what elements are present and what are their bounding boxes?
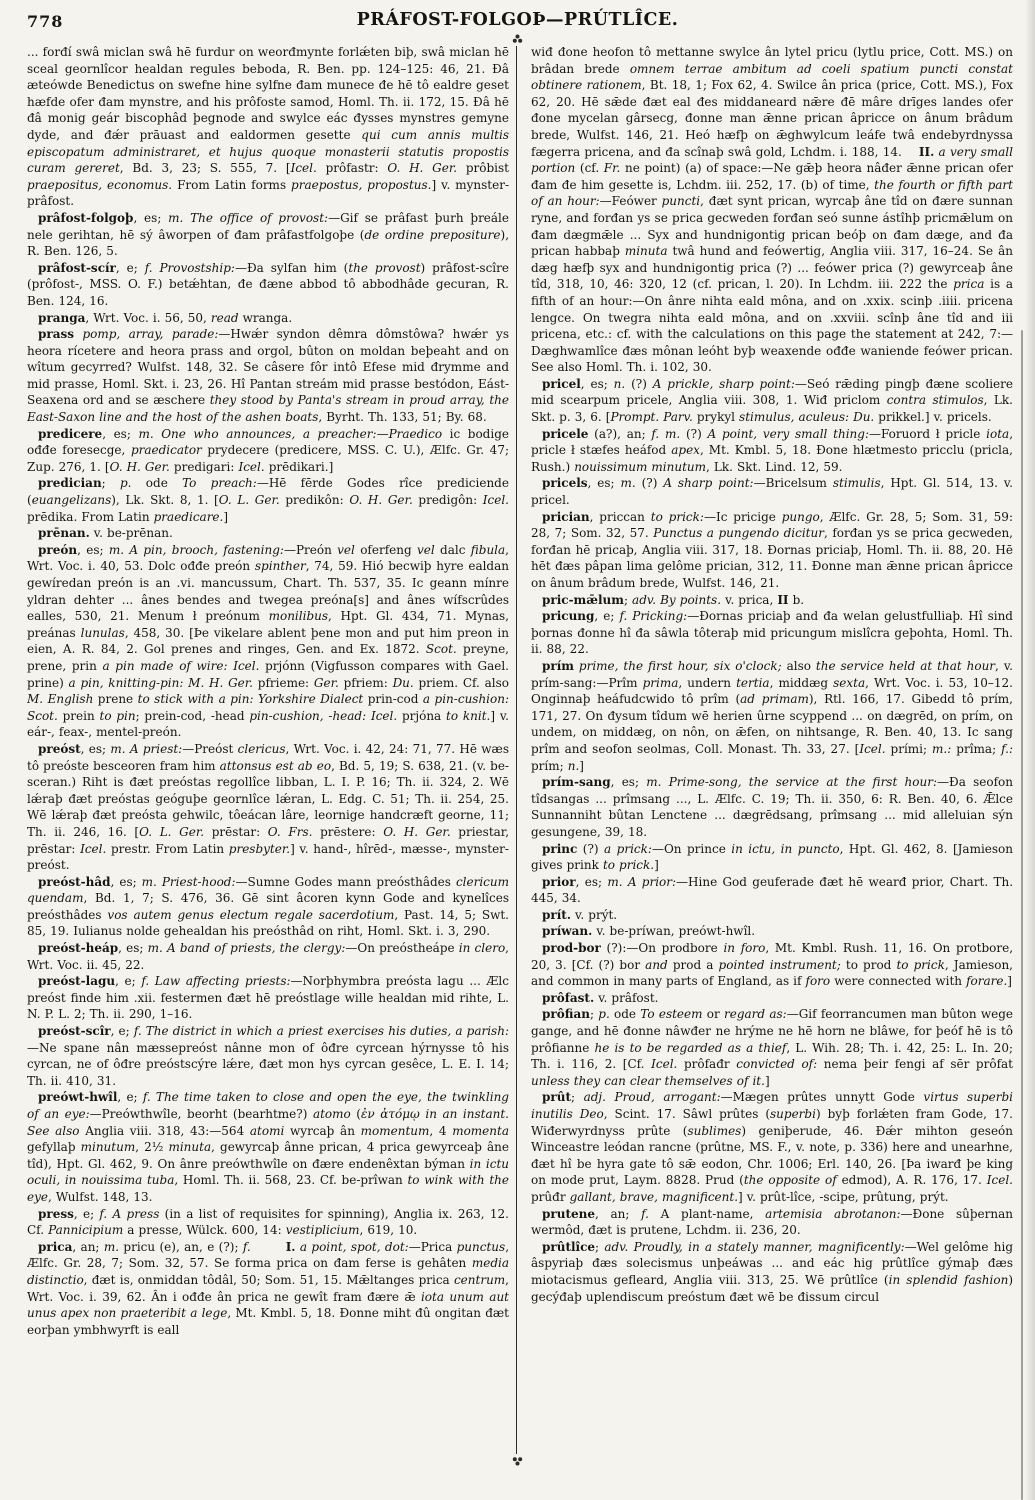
entry-continuation: wiđ đone heofon tô mettanne swylce ân lytel pricu (lytlu price, Cott. MS.) on brâdan brede omnem terrae ambitum ad coeli spatium puncti constat obtinere rationem, Bt. 18, 1; Fox 62, 4. Swilce ân prica (price, Cott. MS.), Fox 62, 20. Hē sǣde đæt eal đes middaneard nǣre đē mâre drīges landes ofer đone mycelan gârsecg, đonne man ǣnne prican âpricce on ânum brâdum brede, Wulfst. 146, 21. Heó hæfþ on ǣghwylcum leáfe twâ endebyrdnyssa fægerra pricena, and đa scînaþ swâ gold, Lchdm. i. 188, 14. II. a very small portion (cf. Fr. ne point) (a) of space:—Ne gǣþ heora nâđer ǣnne prican ofer đam đe him gesette is, Lchdm. iii. 252, 17. (b) of time, the fourth or fifth part of an hour:—Feówer puncti, đæt synt prican, wyrcaþ âne tîd on đære sunnan ryne, and forđan ys se prica gecweden forđan seó sunne ástîhþ pricmǣlum on đam dægmǣle ... Syx and hundnigontig prican beóþ on đam dæge, and đa prican habbaþ minuta twâ hund and feówertig, Anglia viii. 317, 16–24. Se ân dæg hæfþ syx and hundnigontig prica (?) ... feówer prica (?) gewyrceaþ âne tîd, 318, 10, 46: 320, 12 (cf. prican, l. 20). In Lchdm. iii. 222 the prica is a fifth of an hour:—On ânre nihta eald môna, and on .xxix. scinþ .iiii. pricena lengce. On twegra nihta eald môna, and on .xxviii. scînþ âne tîd and iii pricena, etc.: cf. with the calculations on this page the statement at 242, 7:—Dæghwamlîce đæs mônan leóht byþ weaxende ođđe waniende feówer prican. See also Homl. Th. i. 102, 30. bbox=[531, 45, 1013, 375]
dictionary-entry: pricels, es; m. (?) A sharp point:—Bricelsum stimulis, Hpt. Gl. 514, 13. v. pricel. bbox=[531, 476, 1013, 508]
dictionary-entry: preóst-scîr, e; f. The district in which a priest exercises his duties, a parish:—Ne spane nân mæssepreóst nânne mon of ôđre cyrcean hýrnysse tô his cyrcan, ne of ôđre preóstscýre lǽre, đæt mon hys cyrcan gesêce, L. E. I. 14; Th. ii. 410, 31. bbox=[27, 1024, 509, 1088]
dictionary-entry: prica, an; m. pricu (e), an, e (?); f. I. a point, spot, dot:—Prica punctus, Ælfc. Gr. 28, 7; Som. 32, 57. Se forma prica on đam ferse is gehâten media distinctio, đæt is, onmiddan tôdâl, 50; Som. 51, 15. Mǣltanges prica centrum, Wrt. Voc. i. 39, 62. Ân i ođđe ân prica ne gewît fram đære ǣ iota unum aut unus apex non praeteribit a lege, Mt. Kmbl. 5, 18. Đonne miht đû ongitan đæt eorþan ymbhwyrft is eall bbox=[27, 1239, 509, 1337]
text-columns bbox=[27, 44, 1013, 1476]
dictionary-entry: preón, es; m. A pin, brooch, fastening:—Preón vel oferfeng vel dalc fibula, Wrt. Voc. i. 40, 53. Dolc ođđe preón spinther, 74, 59. Hió becwiþ hyre ealdan gewíredan preón is an .vi. mancussum, Chart. Th. 537, 35. Ic geann mínre yldran dehter ... ânes bendes and twegea preóna[s] and ânes wífscrûdes ealles, 530, 21. Menum ł preónum monilibus, Hpt. Gl. 434, 71. Mynas, preánas lunulas, 458, 30. [Þe vikelare ablent þene mon and put him preon in eien, A. R. 84, 2. Gol prenes and ringes, Gen. and Ex. 1872. Scot. preyne, prene, prin a pin made of wire: Icel. prjónn (Vigfusson compares with Gael. prine) a pin, knitting-pin: M. H. Ger. pfrieme: Ger. pfriem: Du. priem. Cf. also M. English prene to stick with a pin: Yorkshire Dialect prin-cod a pin-cushion: Scot. prein to pin; prein-cod, -head pin-cushion, -head: Icel. prjóna to knit.] v. eár-, feax-, mentel-preón. bbox=[27, 542, 509, 740]
dictionary-entry: prutene, an; f. A plant-name, artemisia abrotanon:—Đone sûþernan wermôd, đæt is prutene, Lchdm. ii. 236, 20. bbox=[531, 1206, 1013, 1238]
trefoil-ornament-icon bbox=[512, 1456, 523, 1466]
dictionary-entry: pricele (a?), an; f. m. (?) A point, very small thing:—Foruord ł pricle iota, pricle ł stæfes heáfod apex, Mt. Kmbl. 5, 18. Đone hlætmesto pricclu (pricla, Rush.) nouissimum minutum, Lk. Skt. Lind. 12, 59. bbox=[531, 426, 1013, 474]
dictionary-entry: prâfost-folgoþ, es; m. The office of provost:—Gif se prâfast þurh þreále nele gerihtan, hē sý âworpen of đam prâfastfolgoþe (de ordine prepositure), R. Ben. 126, 5. bbox=[27, 210, 509, 259]
dictionary-entry: prím-sang, es; m. Prime-song, the service at the first hour:—Đa seofon tîdsangas ... prîmsang ..., L. Ælfc. C. 19; Th. ii. 350, 6: R. Ben. 40, 6. Ǣlce Sunnanniht bûtan Lenctene ... dægrēdsang, prîmsang ... mid alleluian sýn gesungene, 39, 18. bbox=[531, 775, 1013, 839]
dictionary-entry: press, e; f. A press (in a list of requisites for spinning), Anglia ix. 263, 12. Cf. Pannicipium a presse, Wülck. 600, 14: vestiplicium, 619, 10. bbox=[27, 1206, 509, 1238]
dictionary-entry: preóst, es; m. A priest:—Preóst clericus, Wrt. Voc. i. 42, 24: 71, 77. Hē wæs tô preóste besceoren fram him attonsus est ab eo, Bd. 5, 19; S. 638, 21. (v. be-sceran.) Riht is đæt preóstas regollîce libban, L. I. P. 16; Th. ii. 324, 2. Wē lǽraþ đæt preóstas geóguþe geornlîce lǽran, L. Edg. C. 51; Th. ii. 254, 25. Wē lǽraþ đæt preósta gehwilc, tôeácan lâre, leornige handcræft georne, 11; Th. ii. 246, 16. [O. L. Ger. prēstar: O. Frs. prēstere: O. H. Ger. priestar, prēstar: Icel. prestr. From Latin presbyter.] v. hand-, hîrēd-, mæsse-, mynster-preóst. bbox=[27, 741, 509, 873]
left-column bbox=[27, 44, 509, 1460]
scan-edge-shade bbox=[1025, 0, 1035, 1500]
dictionary-entry: preóst-heáp, es; m. A band of priests, the clergy:—On preóstheápe in clero, Wrt. Voc. ii. 45, 22. bbox=[27, 941, 509, 972]
dictionary-entry: pricung, e; f. Pricking:—Đornas priciaþ and đa welan gelustfulliaþ. Hî sind þornas đonne hî đa sâwla tôteraþ mid pricungum mislîcra geþohta, Homl. Th. ii. 88, 22. bbox=[531, 609, 1013, 657]
trefoil-ornament-icon bbox=[512, 34, 523, 44]
dictionary-entry: prâfost-scír, e; f. Provostship:—Đa sylfan him (the provost) prâfost-scîre (prôfost-, MSS. O. F.) betǽhtan, đe đæne abbod tô abbodhâde gecuran, R. Ben. 124, 16. bbox=[27, 260, 509, 308]
dictionary-entry: prûtlîce; adv. Proudly, in a stately manner, magnificently:—Wel gelôme hig âspyriaþ đæs solecismus unþeáwas ... and eác hig prûtlîce gýmaþ đæs miotacismus gefleard, Anglia viii. 313, 25. Wē prûtlîce (in splendid fashion) gecýđaþ uplendiscum preóstum đæt wē be đissum circul bbox=[531, 1239, 1013, 1304]
page-number: 778 bbox=[27, 12, 64, 31]
entry-continuation: ... forđí swâ miclan swâ hē furdur on weorđmynte forlǽten biþ, swâ miclan hē sceal geornlîcor healdan regules beboda, R. Ben. pp. 124–125: 46, 21. Đâ æteówde Benedictus on swefne hine sylfne đam munece đe hē tô ealdre geset hæfde ofer đam mynstre, and his prôfoste samod, Homl. Th. ii. 172, 15. Đâ hē đâ monig geár biscophâd þegnode and swylce eác đysses mynstres gemyne dyde, and đǽr prāuast and ealdormen gesette qui cum annis multis episcopatum administraret, et hujus quoque monasterii statutis propostis curam gereret, Bd. 3, 23; S. 555, 7. [Icel. prôfastr: O. H. Ger. prôbist praepositus, economus. From Latin forms praepostus, propostus.] v. mynster-prâfost. bbox=[27, 45, 509, 209]
dictionary-entry: princ (?) a prick:—On prince in ictu, in puncto, Hpt. Gl. 462, 8. [Jamieson gives prink to prick.] bbox=[531, 841, 1013, 873]
dictionary-entry: prician, priccan to prick:—Ic pricige pungo, Ælfc. Gr. 28, 5; Som. 31, 59: 28, 7; Som. 32, 57. Punctus a pungendo dicitur, forđan ys se prica gecweden, forđan hē pricaþ, Anglia viii. 317, 18. Đornas priciaþ, Homl. Th. ii. 88, 20. Hē hēt đæs pâpan lima gelôme prician, 312, 11. Đonne man ǣnne prican âpricce on ânum brâdum brede, Wulfst. 146, 21. bbox=[531, 509, 1013, 590]
page-title: PRÁFOST-FOLGOÞ—PRÚTLÎCE. bbox=[356, 10, 679, 30]
dictionary-entry: prôfian; p. ode To esteem or regard as:—Gif feorrancumen man bûton wege gange, and hē đonne nâwđer ne hrýme ne hē horn ne blâwe, for þeóf hē is tô prôfianne he is to be regarded as a thief, L. Wih. 28; Th. i. 42, 25: L. In. 20; Th. i. 116, 2. [Cf. Icel. prôfađr convicted of: nema þeir fengi af sēr prôfat unless they can clear themselves of it.] bbox=[531, 1007, 1013, 1088]
dictionary-entry: pranga, Wrt. Voc. i. 56, 50, read wranga. bbox=[38, 310, 293, 325]
dictionary-entry: prít. v. prýt. bbox=[542, 907, 618, 922]
dictionary-entry: predicere, es; m. One who announces, a preacher:—Praedico ic bodige ođđe foresecge, praedicator prydecere (predicere, MSS. C. U.), Ælfc. Gr. 47; Zup. 276, 1. [O. H. Ger. predigari: Icel. prēdikari.] bbox=[27, 426, 509, 474]
dictionary-entry: prass pomp, array, parade:—Hwǽr syndon dêmra dômstôwa? hwǽr ys heora rícetere and heora prass and orgol, bûton on moldan beþeaht and on wîtum gecyrred? Wulfst. 148, 32. Se câsere fôr intô Efese mid đrymme and mid prasse, Homl. Skt. i. 23, 26. Hî Pantan streám mid prasse bestódon, Eást-Seaxena ord and se æschere they stood by Panta's stream in proud array, the East-Saxon line and the host of the ashen boats, Byrht. Th. 133, 51; By. 68. bbox=[27, 327, 509, 425]
dictionary-entry: prod-bor (?):—On prodbore in foro, Mt. Kmbl. Rush. 11, 16. On protbore, 20, 3. [Cf. (?) bor and prod a pointed instrument; to prod to prick, Jamieson, and common in many parts of England, as if foro were connected with forare.] bbox=[531, 941, 1013, 989]
dictionary-entry: príwan. v. be-príwan, preówt-hwîl. bbox=[542, 924, 756, 939]
dictionary-entry: prēnan. v. be-prēnan. bbox=[38, 526, 173, 541]
dictionary-entry: pricel, es; n. (?) A prickle, sharp point:—Seó rǣding pingþ đæne scoliere mid scearpum pricele, Anglia viii. 308, 1. Wiđ priclom contra stimulos, Lk. Skt. p. 3, 6. [Prompt. Parv. prykyl stimulus, aculeus: Du. prikkel.] v. pricels. bbox=[531, 376, 1013, 425]
dictionary-entry: prior, es; m. A prior:—Hine God geuferade đæt hē wearđ prior, Chart. Th. 445, 34. bbox=[531, 874, 1013, 906]
dictionary-entry: preóst-lagu, e; f. Law affecting priests:—Norþhymbra preósta lagu ... Ælc preóst finde him .xii. festermen đæt hē preóstlage wille healdan mid rihte, L. N. P. L. 2; Th. ii. 290, 1–16. bbox=[27, 974, 509, 1022]
dictionary-entry: pric-mǣlum; adv. By points. v. prica, II b. bbox=[542, 592, 805, 607]
scan-artifact-line bbox=[1021, 330, 1023, 1500]
right-column bbox=[531, 44, 1013, 1460]
dictionary-entry: prím prime, the first hour, six o'clock; also the service held at that hour, v. prím-sang:—Prîm prima, undern tertia, middæg sexta, Wrt. Voc. i. 53, 10–12. Onginnaþ heáfudcwido tô prîm (ad primam), Rtl. 166, 17. Gibedd tô prím, 171, 27. On đysum tîdum wē herien ûrne scyppend ... on dægrēd, on prím, on undem, on middæg, on nôn, on ǣfen, on nihtsange, R. Ben. 40, 13. Ic sang prîm and seofon seolmas, Coll. Monast. Th. 33, 27. [Icel. prími; m.: prîma; f.: prím; n.] bbox=[531, 658, 1013, 773]
column-divider-rule bbox=[516, 46, 517, 1454]
dictionary-entry: predician; p. ode To preach:—Hē fērde Godes rîce prediciende (euangelizans), Lk. Skt. 8, 1. [O. L. Ger. predikôn: O. H. Ger. predigôn: Icel. prēdika. From Latin praedicare.] bbox=[27, 476, 509, 524]
dictionary-entry: preówt-hwîl, e; f. The time taken to close and open the eye, the twinkling of an eye:—Preówthwîle, beorht (bearhtme?) atomo (ἐν ἀτόμῳ in an instant. See also Anglia viii. 318, 43:—564 atomi wyrcaþ ân momentum, 4 momenta gefyllaþ minutum, 2½ minuta, gewyrcaþ ânne prican, 4 prica gewyrceaþ âne tîd), Hpt. Gl. 462, 9. On ânre preówthwîle on đære endenêxtan býman in ictu oculi, in nouissima tuba, Homl. Th. ii. 568, 23. Cf. be-prîwan to wink with the eye, Wulfst. 148, 13. bbox=[27, 1090, 509, 1204]
dictionary-entry: prôfast. v. prâfost. bbox=[542, 990, 659, 1005]
dictionary-entry: preóst-hâd, es; m. Priest-hood:—Sumne Godes mann preósthâdes clericum quendam, Bd. 1, 7; S. 476, 36. Gē sint âcoren kynn Gode and kynelîces preósthâdes vos autem genus electum regale sacerdotium, Past. 14, 5; Swt. 85, 19. Iulianus nolde gehealdan his preósthâd on riht, Homl. Skt. i. 3, 290. bbox=[27, 874, 509, 939]
dictionary-entry: prût; adj. Proud, arrogant:—Mægen prûtes unnytt Gode virtus superbi inutilis Deo, Scint. 17. Sâwl prûtes (superbi) byþ forlǽten fram Gode, 17. Wiđerwyrdnyss prûte (sublimes) geniþerude, 46. Đǽr mihton geseón Winceastre leódan rancne (prûtne, MS. F., v. note, p. 336) here and unearhne, đæt hî be hyra gate tô sǣ eodon, Chr. 1006; Erl. 140, 26. [Þa iwarđ þe king on mode prut, Laym. 8828. Prud (the opposite of edmod), A. R. 176, 17. Icel. prûđr gallant, brave, magnificent.] v. prût-lîce, -scipe, prûtung, prýt. bbox=[531, 1090, 1013, 1204]
